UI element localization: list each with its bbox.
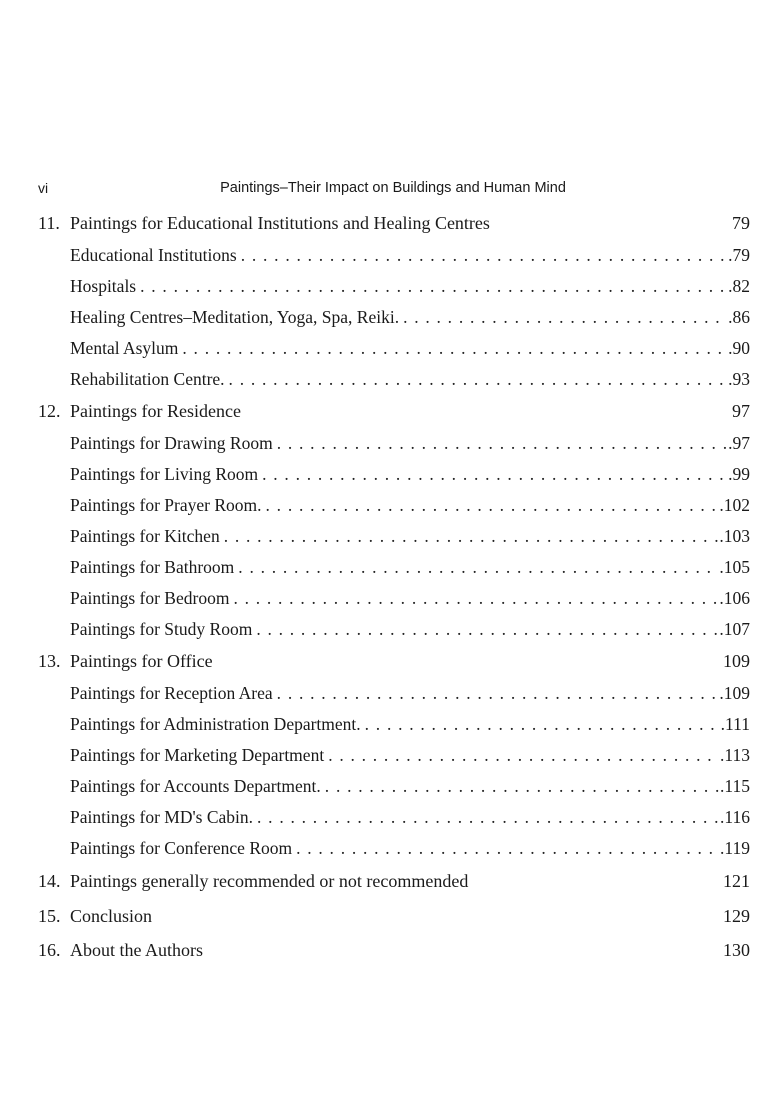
entry-page: .106 [719,588,750,608]
chapter-title: Paintings for Residence [70,401,241,421]
dot-leader [241,240,727,271]
dot-leader [262,459,727,490]
chapter-page: 79 [732,213,750,233]
entry-page: .115 [720,776,750,796]
toc-entry [70,709,750,740]
entry-page: .86 [728,307,750,327]
toc-chapter-13 [38,645,750,678]
entry-label: Hospitals [70,276,137,296]
dot-leader [182,333,727,364]
chapter-number: 15. [38,906,61,926]
toc-entry [70,833,750,864]
entry-label: Paintings for Conference Room [70,838,293,858]
toc-entry [70,583,750,614]
toc-chapter-16 [38,933,750,967]
entry-label: Paintings for Administration Department. [70,714,361,734]
toc-entry [70,678,750,709]
chapter-title: Conclusion [70,906,153,926]
entry-label: Paintings for Bedroom [70,588,230,608]
dot-leader [256,614,718,645]
chapter-title: Paintings generally recommended or not recommended [70,871,469,891]
chapter-number: 12. [38,401,61,421]
entry-page: .113 [720,745,750,765]
entry-page: .111 [720,714,750,734]
chapter-page: 97 [732,401,750,421]
toc-entry [70,302,750,333]
dot-leader [266,490,719,521]
chapter-title: Paintings for Office [70,651,213,671]
chapter-page: 129 [723,906,750,926]
toc-entry [70,740,750,771]
running-head [38,178,748,200]
entry-label: Mental Asylum [70,338,179,358]
dot-leader [277,678,719,709]
entry-page: .82 [728,276,750,296]
chapter-page: 121 [723,871,750,891]
entry-label: Paintings for MD's Cabin. [70,807,254,827]
page-folio: vi [38,180,49,196]
entry-label: Paintings for Marketing Department [70,745,325,765]
entry-page: .109 [719,683,750,703]
toc-entry [70,771,750,802]
dot-leader [328,740,719,771]
toc-chapter-11 [38,207,750,240]
table-of-contents [38,207,750,967]
dot-leader [238,552,718,583]
chapter-title: Paintings for Educational Institutions and Healing Centres [70,213,490,233]
entry-page: .93 [728,369,750,389]
toc-entry [70,459,750,490]
entry-label: Paintings for Drawing Room [70,433,273,453]
dot-leader [403,302,727,333]
book-title: Paintings–Their Impact on Buildings and Human Mind [220,180,566,196]
entry-page: .107 [719,619,750,639]
toc-entry [70,521,750,552]
entry-label: Healing Centres–Meditation, Yoga, Spa, Reiki. [70,307,400,327]
dot-leader [365,709,720,740]
entry-label: Paintings for Kitchen [70,526,220,546]
entry-page: .79 [728,245,750,265]
toc-chapter-12 [38,395,750,428]
entry-page: .103 [719,526,750,546]
entry-label: Educational Institutions [70,245,237,265]
chapter-page: 130 [723,940,750,960]
toc-entry [70,490,750,521]
entry-page: .97 [728,433,750,453]
dot-leader [277,428,727,459]
chapter-title: About the Authors [70,940,203,960]
entry-page: .99 [728,464,750,484]
dot-leader [229,364,728,395]
entry-page: .116 [720,807,750,827]
entry-label: Paintings for Study Room [70,619,253,639]
chapter-number: 16. [38,940,61,960]
toc-chapter-14 [38,864,750,899]
dot-leader [296,833,719,864]
toc-entry [70,428,750,459]
toc-entry [70,240,750,271]
toc-entry [70,364,750,395]
toc-entry [70,614,750,645]
entry-page: .105 [719,557,750,577]
toc-entry [70,333,750,364]
chapter-number: 13. [38,651,61,671]
dot-leader [140,271,727,302]
entry-page: .90 [728,338,750,358]
dot-leader [224,521,719,552]
entry-label: Paintings for Living Room [70,464,259,484]
chapter-number: 11. [38,213,60,233]
chapter-number: 14. [38,871,61,891]
chapter-page: 109 [723,651,750,671]
toc-chapter-15 [38,899,750,933]
toc-entry [70,271,750,302]
entry-label: Rehabilitation Centre. [70,369,225,389]
dot-leader [233,583,718,614]
dot-leader [325,771,719,802]
dot-leader [257,802,719,833]
entry-label: Paintings for Prayer Room. [70,495,262,515]
entry-label: Paintings for Reception Area [70,683,273,703]
toc-entry [70,802,750,833]
toc-entry [70,552,750,583]
entry-label: Paintings for Accounts Department. [70,776,321,796]
entry-page: .102 [719,495,750,515]
entry-label: Paintings for Bathroom [70,557,235,577]
entry-page: .119 [720,838,750,858]
